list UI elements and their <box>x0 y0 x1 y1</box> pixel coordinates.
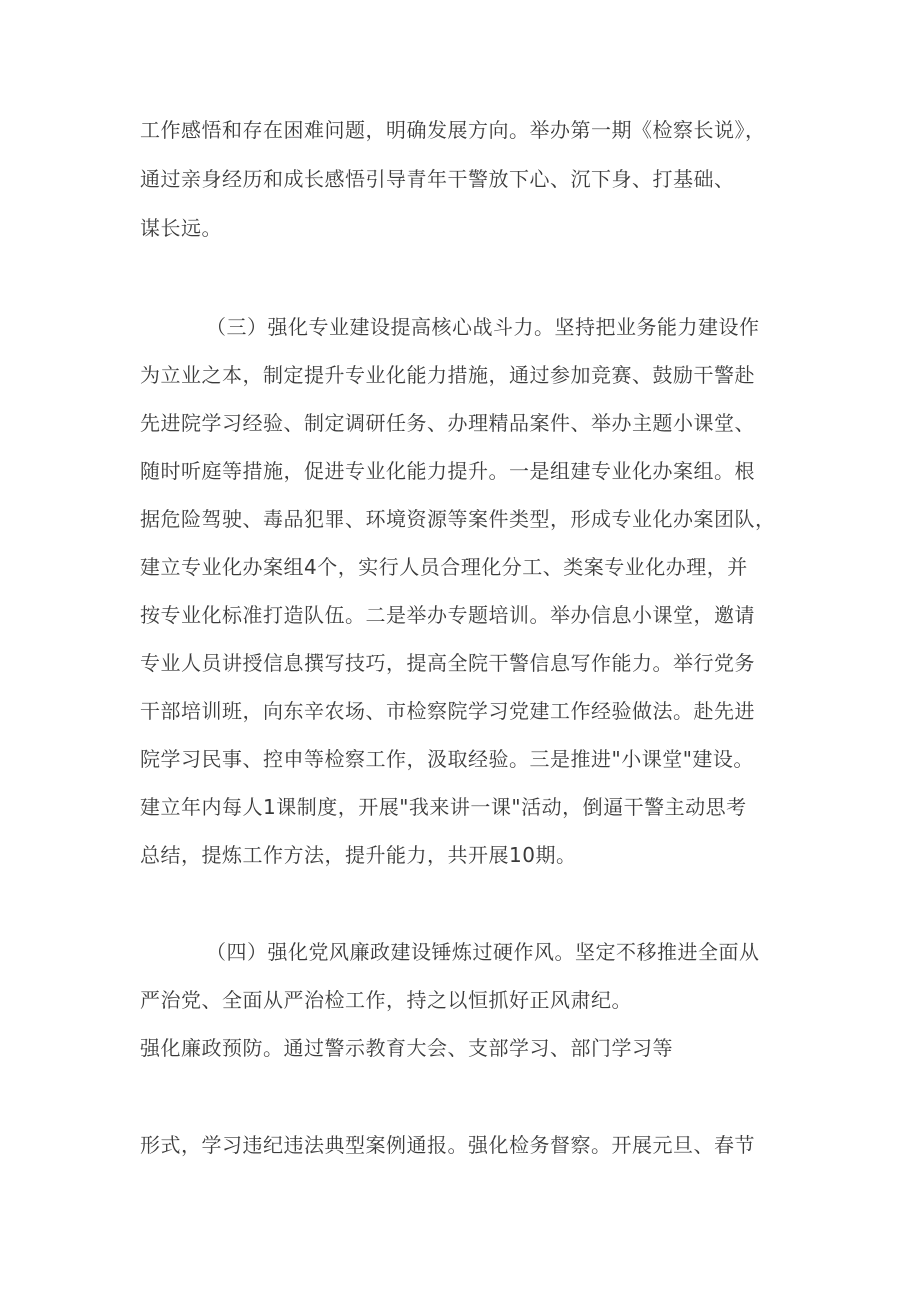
text-line: 总结，提炼工作方法，提升能力，共开展10期。 <box>140 843 577 867</box>
text-line: 强化廉政预防。通过警示教育大会、支部学习、部门学习等 <box>140 1036 673 1060</box>
text-line: 先进院学习经验、制定调研任务、办理精品案件、举办主题小课堂、 <box>140 411 755 435</box>
text-line: 随时听庭等措施，促进专业化能力提升。一是组建专业化办案组。根 <box>140 459 755 483</box>
text-line: 按专业化标准打造队伍。二是举办专题培训。举办信息小课堂，邀请 <box>140 603 755 627</box>
text-line: 工作感悟和存在困难问题，明确发展方向。举办第一期《检察长说》， <box>140 118 766 142</box>
text-line: 院学习民事、控申等检察工作，汲取经验。三是推进"小课堂"建设。 <box>140 747 754 771</box>
text-line: 严治党、全面从严治检工作，持之以恒抓好正风肃纪。 <box>140 988 632 1012</box>
text-line: 建立专业化办案组4个，实行人员合理化分工、类案专业化办理，并 <box>140 555 748 579</box>
text-line: 据危险驾驶、毒品犯罪、环境资源等案件类型，形成专业化办案团队， <box>140 507 776 531</box>
text-line: 为立业之本，制定提升专业化能力措施，通过参加竞赛、鼓励干警赴 <box>140 363 755 387</box>
text-line: 谋长远。 <box>140 216 222 240</box>
text-line: 形式，学习违纪违法典型案例通报。强化检务督察。开展元旦、春节 <box>140 1133 755 1157</box>
text-line: 专业人员讲授信息撰写技巧，提高全院干警信息写作能力。举行党务 <box>140 651 755 675</box>
section-heading-line: （四）强化党风廉政建设锤炼过硬作风。坚定不移推进全面从 <box>206 940 760 964</box>
text-line: 通过亲身经历和成长感悟引导青年干警放下心、沉下身、打基础、 <box>140 167 735 191</box>
text-line: 建立年内每人1课制度，开展"我来讲一课"活动，倒逼干警主动思考 <box>140 795 747 819</box>
text-line: 干部培训班，向东辛农场、市检察院学习党建工作经验做法。赴先进 <box>140 699 755 723</box>
section-heading-line: （三）强化专业建设提高核心战斗力。坚持把业务能力建设作 <box>206 315 760 339</box>
